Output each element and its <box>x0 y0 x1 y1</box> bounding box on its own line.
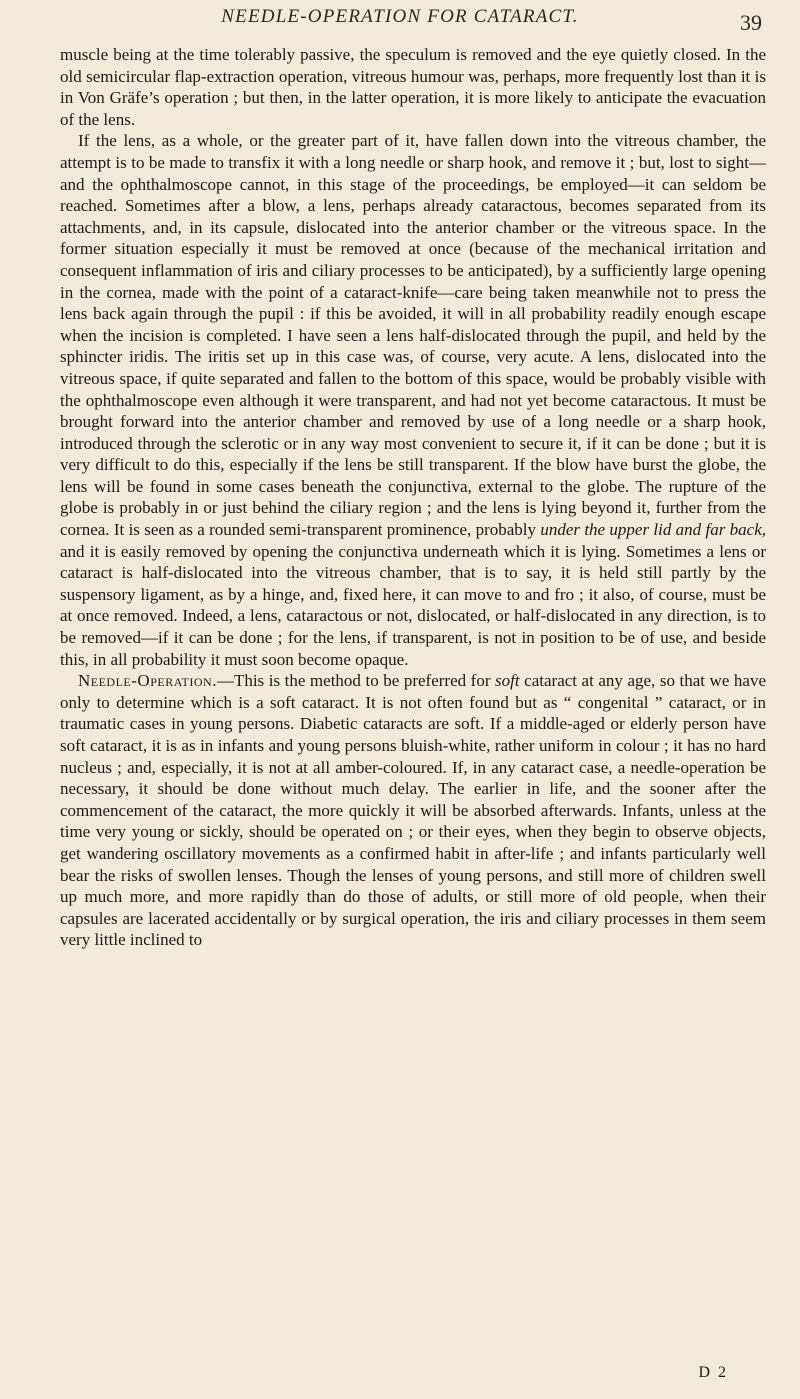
section-heading: Needle-Operation. <box>78 671 217 691</box>
signature-mark: D 2 <box>698 1364 728 1381</box>
italic-phrase: under the upper lid and far back, <box>540 520 766 540</box>
paragraph-2 <box>60 130 766 670</box>
paragraph-1: muscle being at the time tolerably passive, the speculum is removed and the eye quietly closed. In the old semicircular flap-extraction operation, vitreous humour was, perhaps, more frequently lost than it is in Von Gräfe’s operation ; but then, in the latter operation, it is more likely to anticipate the evacuation of the lens. <box>60 45 766 129</box>
paragraph-3-text: cataract at any age, so that we have only to determine which is a soft cataract. It is not often found but as “ congenital ” cataract, or in traumatic cases in young persons. Diabetic cataracts are soft. If a middle-aged or elderly person have soft cataract, it is as in infants and young persons bluish-white, rather uniform in colour ; it has no hard nucleus ; and, especially, it is not at all amber-coloured. If, in any cataract case, a needle-operation be necessary, it should be done without much delay. The earlier in life, and the sooner after the commencement of the cataract, the more quickly it will be absorbed afterwards. Infants, unless at the time very young or sickly, should be operated on ; or their eyes, when they begin to observe objects, get wandering oscillatory movements as a confirmed habit in after-life ; and infants particularly well bear the risks of swollen lenses. Though the lenses of young persons, and still more of children swell up much more, and more rapidly than do those of adults, or still more of old people, when their capsules are lacerated accidentally or by surgical operation, the iris and ciliary processes in them seem very little inclined to <box>60 671 767 950</box>
page-number: 39 <box>740 10 762 35</box>
italic-soft: soft <box>495 671 520 691</box>
paragraph-3 <box>60 670 766 951</box>
paragraph-2-text: If the lens, as a whole, or the greater part of it, have fallen down into the vitreous chamber, the attempt is to be made to transfix it with a long needle or sharp hook, and remove it ; but, lost to sight—and the ophthalmoscope cannot, in this stage of the proceedings, be employed—it can seldom be reached. Sometimes after a blow, a lens, perhaps already cataractous, becomes separated from its attachments, and, in its capsule, dislocated into the anterior chamber or the vitreous space. In the former situation especially it must be removed at once (because of the mechanical irritation and consequent inflammation of iris and ciliary processes to be anticipated), by a sufficiently large opening in the cornea, made with the point of a cataract-knife—care being taken meanwhile not to press the lens back again through the pupil : if this be avoided, it will in all probability readily enough escape when the incision is completed. I have seen a lens half-dislocated through the pupil, and held by the sphincter iridis. The iritis set up in this case was, of course, very acute. A lens, dislocated into the vitreous space, if quite separated and fallen to the bottom of this space, would be probably visible with the ophthalmoscope even although it were transparent, and had not yet become cataractous. It must be brought forward into the anterior chamber and removed by use of a long needle or a sharp hook, introduced through the sclerotic or in any way most convenient to secure it, if it can be done ; but it is very difficult to do this, especially if the lens be still transparent. If the blow have burst the globe, the lens will be found in some cases beneath the conjunctiva, external to the globe. The rupture of the globe is probably in or just behind the ciliary region ; and the lens is lying beyond it, further from the cornea. It is seen as a rounded semi-transparent prominence, probably <box>60 131 766 540</box>
body-text <box>60 44 766 951</box>
paragraph-3-lead: —This is the method to be preferred for <box>216 671 491 691</box>
paragraph-2-continuation: and it is easily removed by opening the conjunctiva underneath which it is lying. Sometimes a lens or cataract is half-dislocated into the vitreous chamber, that is to say, it is held still partly by the suspensory ligament, as by a hinge, and, fixed here, it can move to and fro ; it also, of course, must be at once removed. Indeed, a lens, cataractous or not, dislocated, or half-dislocated in any direction, is to be removed—if it can be done ; for the lens, if transparent, is not in position to be of use, and beside this, in all probability it must soon become opaque. <box>60 541 766 669</box>
running-title: NEEDLE-OPERATION FOR CATARACT. <box>221 6 579 27</box>
